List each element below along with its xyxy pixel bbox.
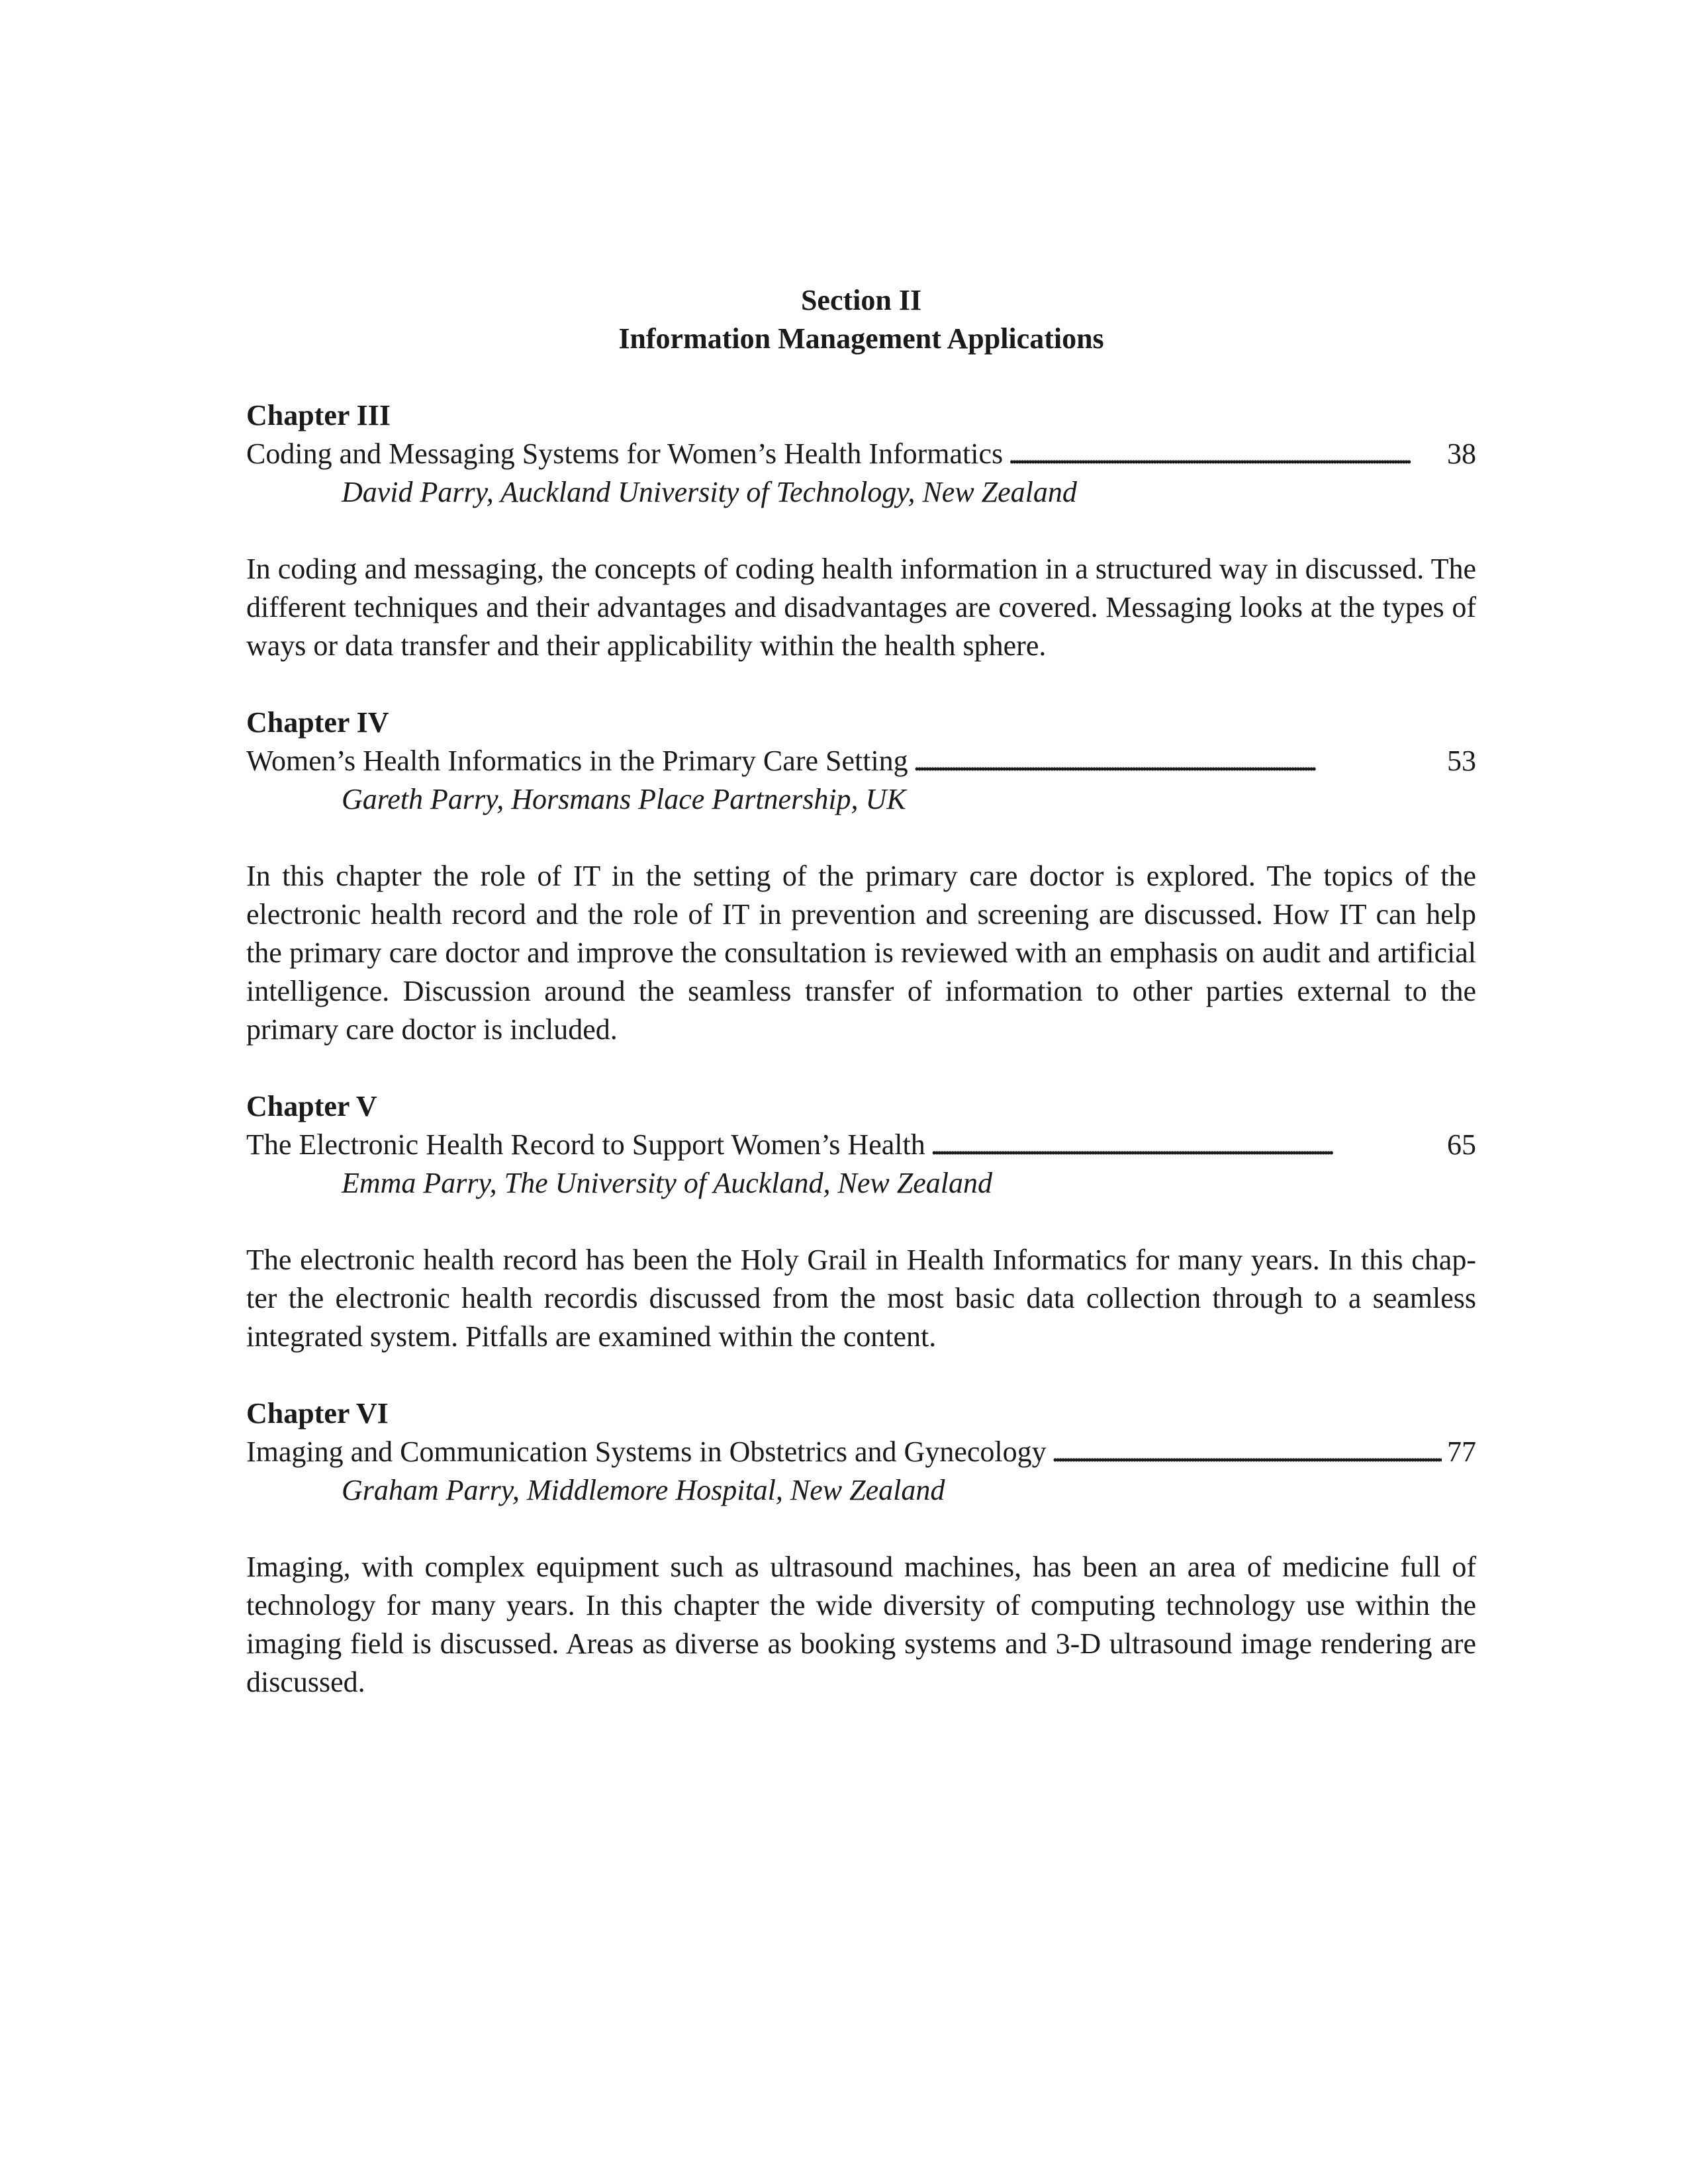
dot-leader <box>1008 435 1442 473</box>
dot-leader <box>1052 1433 1442 1471</box>
chapter-title-line <box>246 435 1476 473</box>
page-number: 65 <box>1447 1128 1476 1161</box>
chapter-entry-4 <box>246 704 1476 1049</box>
chapter-author: Emma Parry, The University of Auckland, New Zealand <box>342 1167 992 1199</box>
chapter-title: Women’s Health Informatics in the Primary Care Setting <box>246 745 908 777</box>
chapter-entry-6 <box>246 1394 1476 1702</box>
page-number: 38 <box>1447 437 1476 470</box>
page-number: 53 <box>1447 745 1476 777</box>
toc-page <box>246 281 1476 1740</box>
chapter-entry-3 <box>246 396 1476 665</box>
chapter-summary: In this chapter the role of IT in the setting of the primary care doctor is explored. The topics of the electronic health record and the role of IT in prevention and screening are discussed. How IT can help the primary care doctor and improve the consultation is reviewed with an emphasis on audit and artificial intelligence. Discussion around the seamless transfer of information to other parties external to the primary care doctor is included. <box>246 860 1476 1046</box>
chapter-title: The Electronic Health Record to Support Women’s Health <box>246 1128 925 1161</box>
page-number: 77 <box>1447 1435 1476 1468</box>
chapter-author: Graham Parry, Middlemore Hospital, New Zealand <box>342 1474 945 1506</box>
chapter-summary: Imaging, with complex equipment such as ultrasound machines, has been an area of medicine full of technology for many years. In this chapter the wide diversity of computing technology use within the imaging field is discussed. Areas as diverse as booking systems and 3-D ultrasound image rendering are discussed. <box>246 1551 1476 1698</box>
section-label: Section II <box>800 284 922 316</box>
section-title: Information Management Applications <box>618 322 1104 355</box>
dot-leader <box>914 742 1442 780</box>
chapter-label: Chapter VI <box>246 1397 389 1430</box>
chapter-title: Coding and Messaging Systems for Women’s Health Informatics <box>246 437 1004 470</box>
chapter-title-line <box>246 742 1476 780</box>
dot-leader <box>931 1126 1442 1164</box>
chapter-title: Imaging and Communication Systems in Obstetrics and Gynecology <box>246 1435 1047 1468</box>
chapter-summary: In coding and messaging, the concepts of coding health information in a structured way in discussed. The different techniques and their advantages and disadvantages are covered. Messaging looks at the types of ways or data transfer and their applicability within the health sphere. <box>246 553 1476 662</box>
chapter-title-line <box>246 1126 1476 1164</box>
chapter-label: Chapter IV <box>246 706 389 739</box>
chapter-label: Chapter III <box>246 399 391 432</box>
chapter-author: Gareth Parry, Horsmans Place Partnership, UK <box>342 783 906 815</box>
chapter-title-line <box>246 1433 1476 1471</box>
chapter-label: Chapter V <box>246 1090 377 1122</box>
chapter-entry-5 <box>246 1087 1476 1356</box>
chapter-summary: The electronic health record has been the Holy Grail in Health Informatics for many years. In this chapter the electronic health recordis discussed from the most basic data collection through to a seamless integrated system. Pitfalls are examined within the content. <box>246 1244 1476 1353</box>
chapter-author: David Parry, Auckland University of Technology, New Zealand <box>342 476 1077 508</box>
